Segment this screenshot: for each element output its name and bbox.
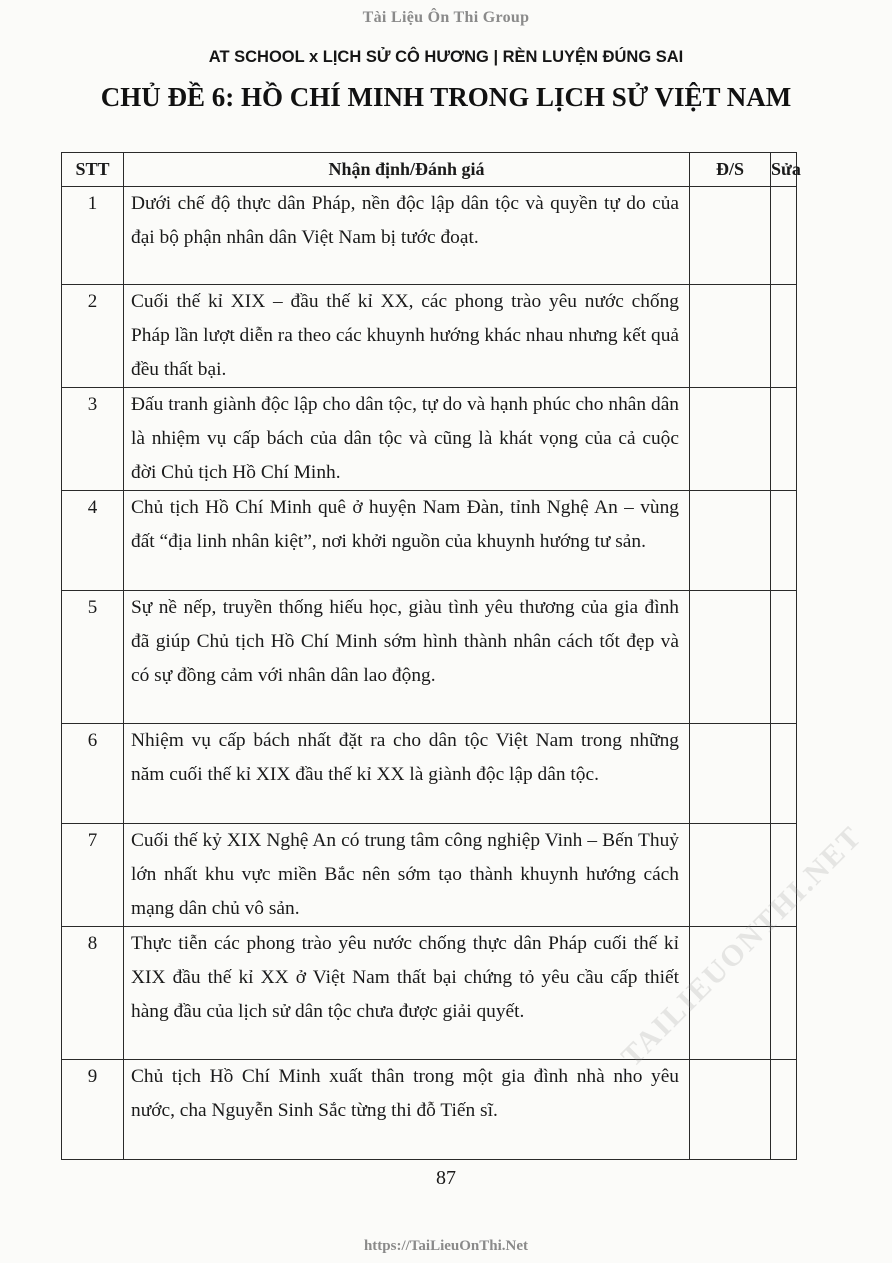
table-row [62, 285, 797, 388]
correction-cell[interactable] [771, 388, 797, 491]
header-stt: STT [62, 153, 124, 187]
table-row [62, 591, 797, 724]
true-false-cell[interactable] [690, 491, 771, 591]
chapter-title: CHỦ ĐỀ 6: HỒ CHÍ MINH TRONG LỊCH SỬ VIỆT NAM [100, 82, 792, 112]
row-statement: Chủ tịch Hồ Chí Minh xuất thân trong một gia đình nhà nho yêu nước, cha Nguyễn Sinh Sắc từng thi đỗ Tiến sĩ. [124, 1060, 690, 1160]
table-row [62, 824, 797, 927]
row-number: 3 [62, 388, 124, 491]
row-number: 4 [62, 491, 124, 591]
table-row [62, 1060, 797, 1160]
correction-cell[interactable] [771, 491, 797, 591]
row-statement: Chủ tịch Hồ Chí Minh quê ở huyện Nam Đàn, tỉnh Nghệ An – vùng đất “địa linh nhân kiệt”, nơi khởi nguồn của khuynh hướng tư sản. [124, 491, 690, 591]
table-row [62, 491, 797, 591]
row-number: 1 [62, 187, 124, 285]
row-number: 6 [62, 724, 124, 824]
header-fix: Sửa [771, 153, 797, 187]
row-statement: Đấu tranh giành độc lập cho dân tộc, tự do và hạnh phúc cho nhân dân là nhiệm vụ cấp bách của dân tộc và cũng là khát vọng của cả cuộc đời Chủ tịch Hồ Chí Minh. [124, 388, 690, 491]
true-false-cell[interactable] [690, 285, 771, 388]
table-row [62, 724, 797, 824]
header-ds: Đ/S [690, 153, 771, 187]
row-statement: Thực tiễn các phong trào yêu nước chống thực dân Pháp cuối thế kỉ XIX đầu thế kỉ XX ở Việt Nam thất bại chứng tỏ yêu cầu cấp thiết hàng đầu của lịch sử dân tộc chưa được giải quyết. [124, 927, 690, 1060]
true-false-cell[interactable] [690, 187, 771, 285]
correction-cell[interactable] [771, 1060, 797, 1160]
true-false-cell[interactable] [690, 1060, 771, 1160]
row-statement: Nhiệm vụ cấp bách nhất đặt ra cho dân tộc Việt Nam trong những năm cuối thế kỉ XIX đầu thế kỉ XX là giành độc lập dân tộc. [124, 724, 690, 824]
true-false-cell[interactable] [690, 388, 771, 491]
series-title: AT SCHOOL x LỊCH SỬ CÔ HƯƠNG | RÈN LUYỆN ĐÚNG SAI [208, 48, 684, 66]
table-row [62, 388, 797, 491]
row-statement: Cuối thế kỉ XIX – đầu thế kỉ XX, các phong trào yêu nước chống Pháp lần lượt diễn ra theo các khuynh hướng khác nhau nhưng kết quả đều thất bại. [124, 285, 690, 388]
row-statement: Dưới chế độ thực dân Pháp, nền độc lập dân tộc và quyền tự do của đại bộ phận nhân dân Việt Nam bị tước đoạt. [124, 187, 690, 285]
watermark-text: TAILIEUONTHI.NET [615, 819, 869, 1074]
row-number: 9 [62, 1060, 124, 1160]
correction-cell[interactable] [771, 591, 797, 724]
row-statement: Sự nề nếp, truyền thống hiếu học, giàu tình yêu thương của gia đình đã giúp Chủ tịch Hồ Chí Minh sớm hình thành nhân cách tốt đẹp và có sự đồng cảm với nhân dân lao động. [124, 591, 690, 724]
page-number: 87 [436, 1167, 456, 1189]
row-number: 2 [62, 285, 124, 388]
row-number: 8 [62, 927, 124, 1060]
correction-cell[interactable] [771, 187, 797, 285]
table-row [62, 187, 797, 285]
true-false-cell[interactable] [690, 724, 771, 824]
correction-cell[interactable] [771, 285, 797, 388]
row-number: 7 [62, 824, 124, 927]
footer-url[interactable]: https://TaiLieuOnThi.Net [363, 1238, 529, 1254]
brand-header: Tài Liệu Ôn Thi Group [362, 9, 530, 26]
row-statement: Cuối thế kỷ XIX Nghệ An có trung tâm công nghiệp Vinh – Bến Thuỷ lớn nhất khu vực miền Bắc nên sớm tạo thành khuynh hướng cách mạng dân chủ vô sản. [124, 824, 690, 927]
header-statement: Nhận định/Đánh giá [124, 153, 690, 187]
table-header-row [62, 153, 797, 187]
correction-cell[interactable] [771, 724, 797, 824]
row-number: 5 [62, 591, 124, 724]
true-false-cell[interactable] [690, 591, 771, 724]
correction-cell[interactable] [771, 927, 797, 1060]
